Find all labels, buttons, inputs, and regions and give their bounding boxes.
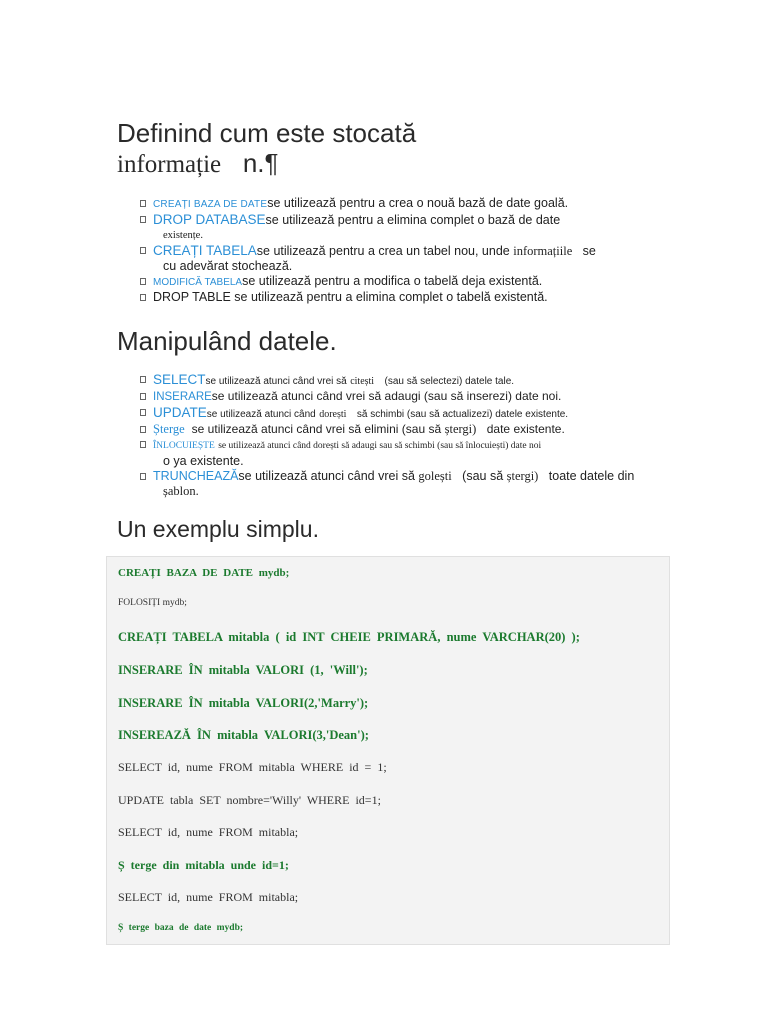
list-item: MODIFICĂ TABELAse utilizează pentru a modifica o tabelă deja existentă. <box>140 274 640 290</box>
bullet-box-icon <box>140 247 146 254</box>
code-block <box>106 556 670 945</box>
bullet-box-icon <box>140 294 146 301</box>
bullet-box-icon <box>140 216 146 223</box>
bullet-box-icon <box>140 376 146 383</box>
code-line: CREAȚI BAZA DE DATE mydb; <box>118 567 290 579</box>
bullet-box-icon <box>140 200 146 207</box>
list-item: CREAȚI TABELAse utilizează pentru a crea un tabel nou, unde informațiile se <box>140 243 640 259</box>
heading-exemplu: Un exemplu simplu. <box>117 516 319 542</box>
bullet-box-icon <box>140 278 146 285</box>
list-item: DROP DATABASEse utilizează pentru a elimina complet o bază de date <box>140 212 640 228</box>
code-line: Ș terge din mitabla unde id=1; <box>118 858 289 872</box>
ddl-list <box>140 196 640 305</box>
dml-list <box>140 372 640 499</box>
code-line: UPDATE tabla SET nombre='Willy' WHERE id=1; <box>118 793 381 807</box>
list-item: CREAȚI BAZA DE DATEse utilizează pentru a crea o nouă bază de date goală. <box>140 196 640 212</box>
list-item: UPDATEse utilizează atunci când dorești să schimbi (sau să actualizezi) datele existente. <box>140 405 640 422</box>
list-item: SELECTse utilizează atunci când vrei să citești (sau să selectezi) datele tale. <box>140 372 640 389</box>
code-line: CREAȚI TABELA mitabla ( id INT CHEIE PRIMARĂ, nume VARCHAR(20) ); <box>118 630 580 644</box>
list-item-continuation: șablon. <box>163 484 199 498</box>
bullet-box-icon <box>140 426 146 433</box>
code-line: SELECT id, nume FROM mitabla; <box>118 890 299 904</box>
code-line: FOLOSIȚI mydb; <box>118 598 187 608</box>
code-line: SELECT id, nume FROM mitabla; <box>118 825 299 839</box>
bullet-box-icon <box>140 441 146 448</box>
code-line: Ș terge baza de date mydb; <box>118 923 244 933</box>
heading-definind <box>117 118 416 180</box>
code-line: INSEREAZĂ ÎN mitabla VALORI(3,'Dean'); <box>118 728 369 742</box>
list-item-continuation: o ya existente. <box>163 454 244 468</box>
list-item: INSERAREse utilizează atunci când vrei să adaugi (sau să inserezi) date noi. <box>140 389 640 405</box>
code-line: INSERARE ÎN mitabla VALORI(2,'Marry'); <box>118 696 369 710</box>
code-line: SELECT id, nume FROM mitabla WHERE id = 1; <box>118 760 387 774</box>
bullet-box-icon <box>140 409 146 416</box>
heading-line2: informație n.¶ <box>117 148 279 178</box>
list-item: ÎNLOCUIEȘTE se utilizează atunci când dorești să adaugi sau să schimbi (sau să înlocuiești) date noi <box>140 437 640 454</box>
bullet-box-icon <box>140 393 146 400</box>
heading-manipuland: Manipulând datele. <box>117 326 337 356</box>
list-item: DROP TABLE se utilizează pentru a elimina complet o tabelă existentă. <box>140 290 640 305</box>
code-line: INSERARE ÎN mitabla VALORI (1, 'Will'); <box>118 663 368 677</box>
bullet-box-icon <box>140 473 146 480</box>
list-item-continuation: cu adevărat stochează. <box>163 259 293 273</box>
list-item: Șterge se utilizează atunci când vrei să elimini (sau să ștergi) date existente. <box>140 422 640 437</box>
list-item: TRUNCHEAZĂse utilizează atunci când vrei să golești (sau să ștergi) toate datele din <box>140 469 640 484</box>
heading-line1: Definind cum este stocată <box>117 118 417 148</box>
list-item-continuation: existențe. <box>163 230 203 241</box>
